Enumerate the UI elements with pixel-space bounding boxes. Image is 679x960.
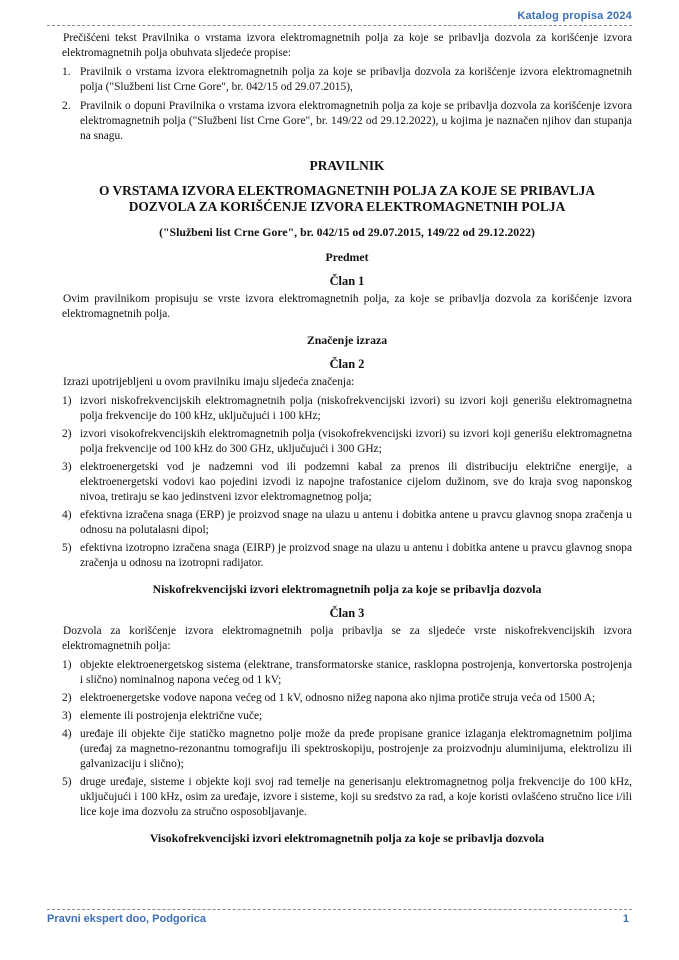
page-number: 1: [622, 913, 629, 925]
list-number: 5): [62, 542, 72, 554]
list-text: elemente ili postrojenja električne vuče;: [80, 710, 263, 722]
article-heading: Član 2: [329, 357, 365, 371]
publisher-footer: Pravni ekspert doo, Podgorica: [47, 913, 206, 925]
list-number: 1): [62, 395, 72, 407]
list-item: [62, 394, 632, 424]
document-type: PRAVILNIK: [309, 158, 385, 173]
header-divider: [47, 25, 632, 26]
list-item: [62, 727, 632, 772]
list-text: druge uređaje, sisteme i objekte koji svoj rad temelje na generisanju elektromagnetnog polja frekvencije do 100 kHz, uključujući i 100 kHz, osim za uređaje, izvore i sisteme, koji su sredstvo za rad, a koje koristi ovlašćeno stručno lice i/ili lice koje ima dozvolu za stručno osposobljavanje.: [80, 776, 632, 818]
list-item: [62, 709, 632, 724]
list-number: 2): [62, 692, 72, 704]
section-heading: Značenje izraza: [306, 333, 388, 347]
article-text: Izrazi upotrijebljeni u ovom pravilniku imaju sljedeća značenja:: [63, 376, 355, 388]
list-item: [62, 691, 632, 706]
document-title: O VRSTAMA IZVORA ELEKTROMAGNETNIH POLJA ZA KOJE SE PRIBAVLJA DOZVOLA ZA KORIŠĆENJE IZVORA ELEKTROMAGNETNIH POLJA: [98, 183, 596, 214]
section-heading: Visokofrekvencijski izvori elektromagnetnih polja za koje se pribavlja dozvola: [149, 831, 545, 845]
sources-list: [62, 658, 632, 820]
list-item: [62, 65, 632, 95]
catalog-header: Katalog propisa 2024: [517, 10, 632, 22]
section-heading: Niskofrekvencijski izvori elektromagnetnih polja za koje se pribavlja dozvola: [152, 582, 542, 596]
definitions-list: [62, 394, 632, 571]
intro-list: [62, 65, 632, 144]
list-number: 4): [62, 509, 72, 521]
list-item: [62, 460, 632, 505]
list-text: Pravilnik o dopuni Pravilnika o vrstama izvora elektromagnetnih polja za koje se pribavlja dozvola za korišćenje izvora elektromagnetnih polja ("Službeni list Crne Gore", br. 149/22 od 29.12.2022), u kojima je naznačen njihov dan stupanja na snagu.: [80, 100, 632, 142]
article-heading: Član 3: [329, 606, 365, 620]
list-item: [62, 775, 632, 820]
list-number: 3): [62, 461, 72, 473]
list-text: elektroenergetske vodove napona većeg od 1 kV, odnosno nižeg napona ako njima protiče struja veća od 1500 A;: [80, 692, 596, 704]
list-number: 1.: [62, 66, 71, 78]
section-heading: Predmet: [325, 250, 369, 264]
article-heading: Član 1: [329, 274, 365, 288]
list-text: Pravilnik o vrstama izvora elektromagnetnih polja za koje se pribavlja dozvola za korišćenje izvora elektromagnetnih polja ("Službeni list Crne Gore", br. 042/15 od 29.07.2015),: [80, 66, 632, 93]
list-number: 3): [62, 710, 72, 722]
list-text: uređaje ili objekte čije statičko magnetno polje može da pređe propisane granice izlaganja elektromagnetnim poljima (uređaj za magnetno-rezonantnu tomografiju ili spektroskopiju, postrojenje za proizvodnju aluminijuma, elektrolizu ili galvanizaciju i slično);: [80, 728, 632, 770]
list-text: efektivna izotropno izračena snaga (EIRP) je proizvod snage na ulazu u antenu i dobitka antene u pravcu glavnog snopa zračenja u odnosu na izotropni radijator.: [80, 542, 632, 569]
list-text: izvori niskofrekvencijskih elektromagnetnih polja (niskofrekvencijski izvori) su izvori koji generišu elektromagnetna polja frekvencije do 100 kHz, uključujući i 100 kHz;: [80, 395, 632, 422]
document-body: [62, 31, 632, 855]
list-item: [62, 99, 632, 144]
list-item: [62, 541, 632, 571]
list-item: [62, 427, 632, 457]
list-text: elektroenergetski vod je nadzemni vod ili podzemni kabal za prenos ili distribuciju električne energije, a elektroenergetski vodovi kao pojedini izvodi iz napojne trafostanice cijelom dužinom, sve do kraja svog naponskog nivoa, tretiraju se kao jedinstveni izvor elektromagnetnog polja;: [80, 461, 632, 503]
intro-text: Prečišćeni tekst Pravilnika o vrstama izvora elektromagnetnih polja za koje se pribavlja dozvola za korišćenje izvora elektromagnetnih polja obuhvata sljedeće propise:: [62, 32, 632, 59]
footer-divider: [47, 909, 632, 910]
article-text: Dozvola za korišćenje izvora elektromagnetnih polja pribavlja se za sljedeće vrste niskofrekvencijskih izvora elektromagnetnih polja:: [62, 625, 632, 652]
list-number: 2): [62, 428, 72, 440]
list-number: 1): [62, 659, 72, 671]
list-number: 5): [62, 776, 72, 788]
list-item: [62, 658, 632, 688]
gazette-reference: ("Službeni list Crne Gore", br. 042/15 od 29.07.2015, 149/22 od 29.12.2022): [159, 225, 535, 239]
list-text: izvori visokofrekvencijskih elektromagnetnih polja (visokofrekvencijski izvori) su izvori koji generišu elektromagnetna polja frekvencije od 100 kHz do 300 GHz, uključujući i 300 GHz;: [80, 428, 632, 455]
list-item: [62, 508, 632, 538]
article-text: Ovim pravilnikom propisuju se vrste izvora elektromagnetnih polja, za koje se pribavlja dozvola za korišćenje izvora elektromagnetnih polja.: [62, 293, 632, 320]
list-text: efektivna izračena snaga (ERP) je proizvod snage na ulazu u antenu i dobitka antene u pravcu glavnog snopa zračenja u odnosu na polutalasni dipol;: [80, 509, 632, 536]
list-number: 2.: [62, 100, 71, 112]
list-number: 4): [62, 728, 72, 740]
list-text: objekte elektroenergetskog sistema (elektrane, transformatorske stanice, rasklopna postrojenja, konvertorska postrojenja i slično) nominalnog napona većeg od 1 kV;: [80, 659, 632, 686]
